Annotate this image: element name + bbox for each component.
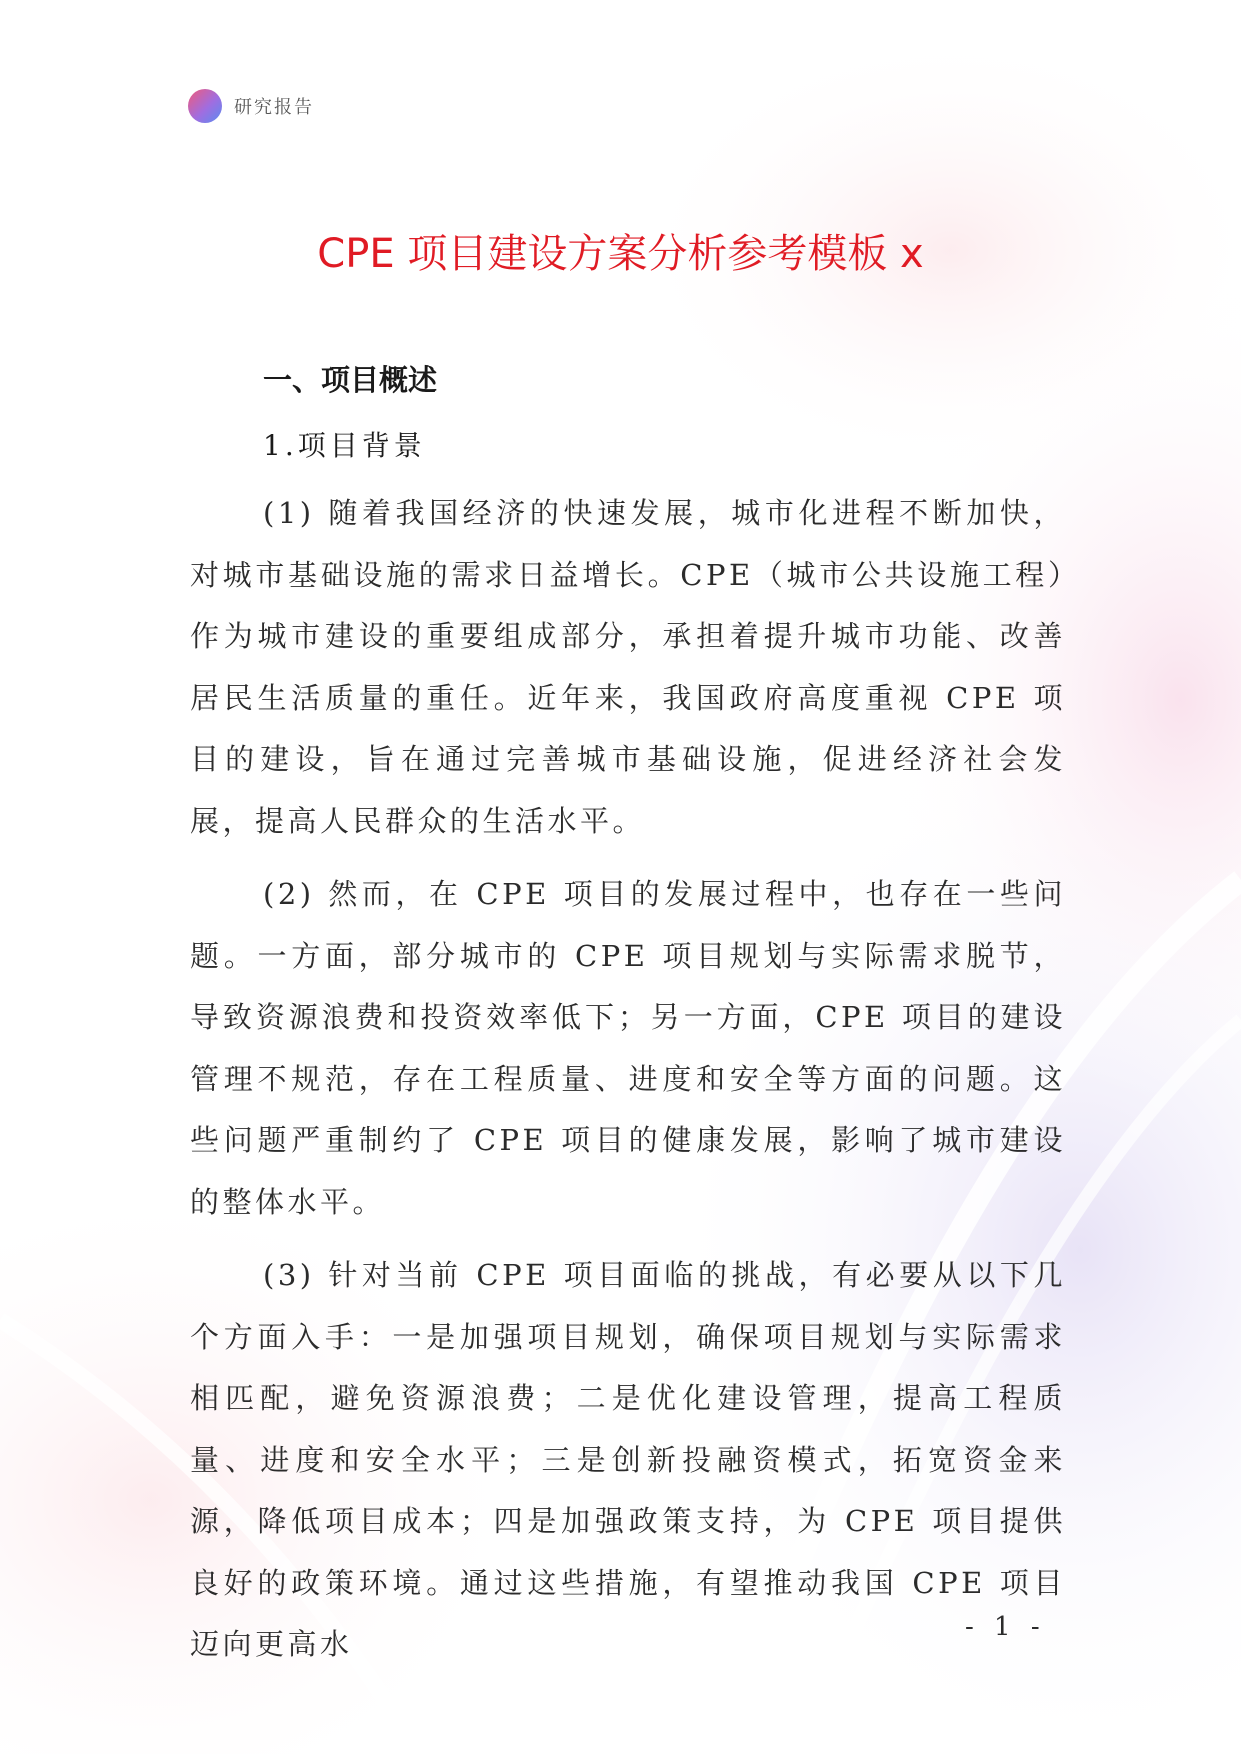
header-label: 研究报告 [234, 97, 314, 118]
document-header [188, 89, 314, 123]
document-body [190, 355, 1066, 1676]
logo-icon [188, 89, 222, 123]
subsection-heading: 1.项目背景 [263, 429, 426, 462]
paragraph-2: (2) 然而，在 CPE 项目的发展过程中，也存在一些问题。一方面，部分城市的 CPE 项目规划与实际需求脱节，导致资源浪费和投资效率低下；另一方面，CPE 项目的建设管理不规范，存在工程质量、进度和安全等方面的问题。这些问题严重制约了 CPE 项目的健康发展，影响了城市建设的整体水平。 [190, 877, 1066, 1219]
paragraph-3: (3) 针对当前 CPE 项目面临的挑战，有必要从以下几个方面入手：一是加强项目规划，确保项目规划与实际需求相匹配，避免资源浪费；二是优化建设管理，提高工程质量、进度和安全水平；三是创新投融资模式，拓宽资金来源，降低项目成本；四是加强政策支持，为 CPE 项目提供良好的政策环境。通过这些措施，有望推动我国 CPE 项目迈向更高水 [190, 1258, 1066, 1661]
document-title: CPE 项目建设方案分析参考模板 x [317, 231, 924, 277]
paragraph-1: (1) 随着我国经济的快速发展，城市化进程不断加快，对城市基础设施的需求日益增长。CPE（城市公共设施工程）作为城市建设的重要组成部分，承担着提升城市功能、改善居民生活质量的重任。近年来，我国政府高度重视 CPE 项目的建设，旨在通过完善城市基础设施，促进经济社会发展，提高人民群众的生活水平。 [190, 496, 1066, 838]
section-heading: 一、项目概述 [263, 363, 438, 397]
page-number: - 1 - [965, 1612, 1046, 1642]
